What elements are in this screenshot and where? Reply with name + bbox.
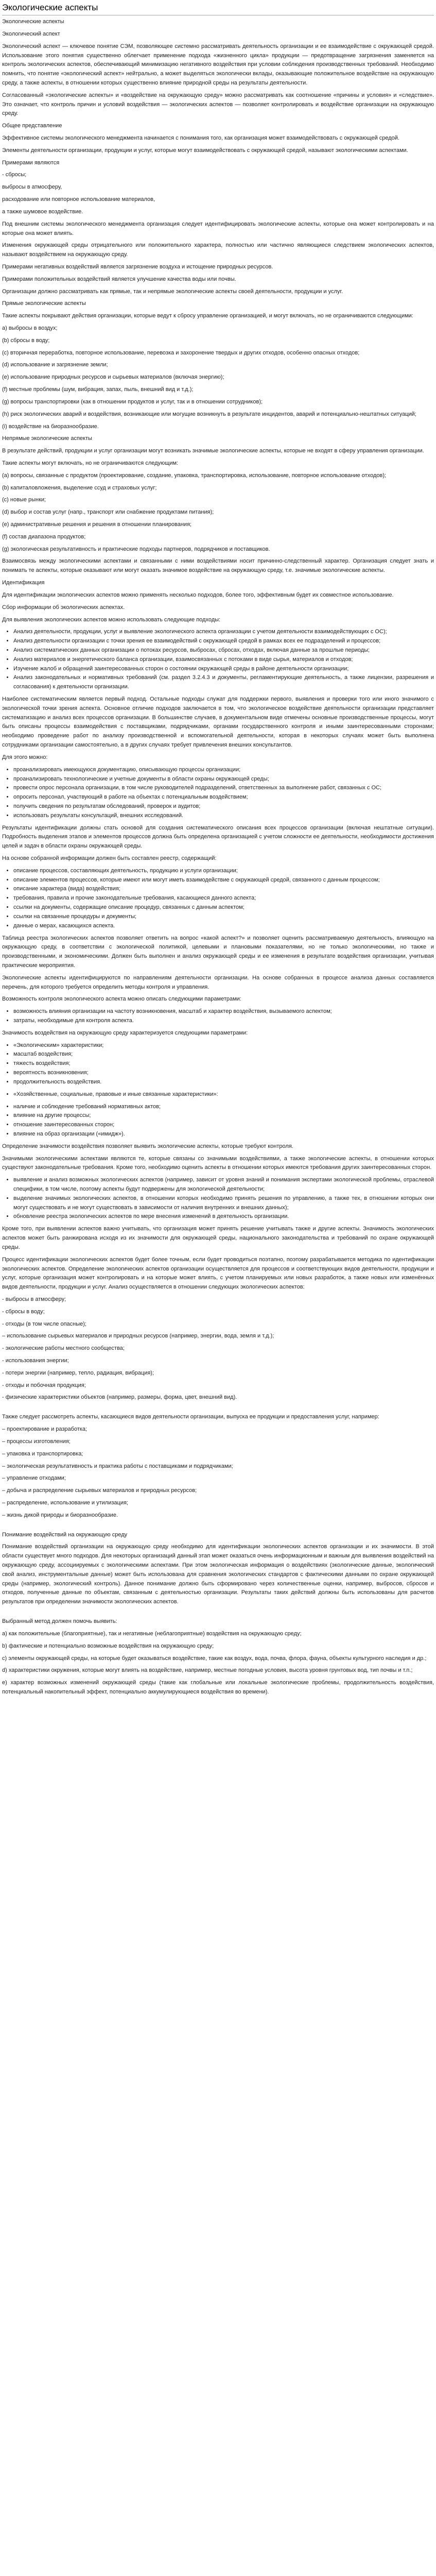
list-item: • отношение заинтересованных сторон; (13, 1121, 434, 1130)
paragraph: Процесс идентификации экологических аспектов будет более точным, если будет проводиться поэтапно, поэтому разрабатывается методика по идентификации экологических аспектов. Определение экологических аспектов организации осуществляется для процессов и соответствующих видов деятельности, продукции и услуг, которые организация может контролировать и на которые может влиять, с учетом планируемых или новых разработок, а также новых или изменённых видов деятельности, продукции и услуг. Анализ осуществляется в отношении следующих экологических аспектов: (2, 1256, 434, 1291)
paragraph: Общее представление (2, 123, 62, 129)
paragraph: Сбор информации об экологических аспектах. (2, 604, 125, 611)
paragraph: Определение значимости воздействия позволяет выявить экологические аспекты, которые требуют контроля. (2, 1143, 293, 1149)
paragraph: В результате действий, продукции и услуг организации могут возникать значимые экологические аспекты, которые не входят в сферу управления организации. (2, 448, 424, 454)
list-item: • Анализ систематических данных организации о потоках ресурсов, выбросах, сбросах, отходах, включая данные за прошлые периоды; (13, 646, 434, 655)
paragraph: - отходы и побочная продукция; (2, 1382, 86, 1388)
paragraph: - выбросы в атмосферу; (2, 1296, 66, 1302)
paragraph: – добыча и распределение сырьевых материалов и природных ресурсов; (2, 1487, 197, 1494)
list-item: • требования, правила и прочие законодательные требования, касающиеся данного аспекта; (13, 894, 434, 903)
document-body (2, 18, 434, 1697)
paragraph: Для идентификации экологических аспектов можно применять несколько подходов, более того, эффективным будет их совместное использование. (2, 591, 394, 598)
paragraph: Такие аспекты покрывают действия организации, которые ведут к сбросу управление организацией, и могут включать, но не ограничиваются следующими: (2, 313, 413, 319)
paragraph: (b) сбросы в воду; (2, 337, 50, 344)
paragraph: Понимание воздействий организации на окружающую среду необходимо для идентификации экологических аспектов организации и их значимости. В этой области существует много подходов. Для некоторых организаций данный этап может оказаться очень информационным и важным для выявления воздействий на окружающую среду, ассоциируемых с экологическими аспектами. При этом экологическая информация о воздействиях (экологические данные, экологический свой анализ, инструментальные данные) может быть использована для сравнения экологических стандартов с фактическими данными по охране окружающей среды (например, экологический контроль). Данное понимание должно быть сформировано через количественные оценки, например, выбросов, сбросов и отходов, полученные данные по объектам, связанным с деятельностью организации. Результаты таких действий должны быть использованы для расчетов результатов при определении значимости экологических аспектов. (2, 1544, 434, 1605)
paragraph: - потери энергии (например, тепло, радиация, вибрация); (2, 1369, 154, 1376)
list-item: • обновление реестра экологических аспектов по мере внесения изменений в деятельность организации. (13, 1212, 434, 1222)
list-item: • описание характера (вида) воздействия; (13, 885, 434, 894)
paragraph: Прямые экологические аспекты (2, 300, 86, 307)
paragraph: – упаковка и транспортировка; (2, 1450, 83, 1457)
bullet-list (2, 1007, 434, 1026)
paragraph: (f) состав диапазона продуктов; (2, 533, 86, 540)
list-item: • Анализ материалов и энергетического баланса организации, взаимосвязанных с потоками в виде сырья, материалов и отходов; (13, 655, 434, 665)
bullet-list (2, 628, 434, 692)
paragraph: – использование сырьевых материалов и природных ресурсов (например, энергии, вода, земля и т.д.); (2, 1333, 274, 1340)
spacer (2, 1405, 434, 1413)
list-item: • проанализировать имеющуюся документацию, описывающую процессы организации; (13, 766, 434, 775)
paragraph: e) характер возможных изменений окружающей среды (такие как глобальные или локальные экологические проблемы, продолжительность воздействия, потенциальный накопительный эффект, потенциально аккумулирующиеся воздействия во времени). (2, 1680, 434, 1695)
list-item: • влияние на образ организации («имидж»). (13, 1130, 434, 1139)
paragraph: Примерами негативных воздействий является загрязнение воздуха и истощение природных ресурсов. (2, 263, 273, 270)
list-item: • вероятность возникновения; (13, 1069, 434, 1078)
page-title: Экологические аспекты (2, 2, 434, 15)
list-item: • наличие и соблюдение требований нормативных актов; (13, 1103, 434, 1112)
paragraph: Выбранный метод должен помочь выявить: (2, 1618, 117, 1625)
paragraph: Понимание воздействий на окружающую среду (2, 1531, 128, 1538)
paragraph: (h) риск экологических аварий и воздействия, возникающие или могущие возникнуть в результате инцидентов, аварий и потенциально-нештатных ситуаций; (2, 411, 416, 417)
paragraph: Экологический аспект — ключевое понятие СЭМ, позволяющее системно рассматривать деятельность организации и ее взаимодействие с окружающей средой. Использование этого понятия существенно облегчает применение подхода «жизненного цикла» продукции — предотвращение загрязнения заменяется на контроль экологических аспектов, обеспечивающий минимизацию негативного воздействия при условии соблюдения производственных требований. Необходимо помнить, что понятие «экологический аспект» нейтрально, а может выделяться экологически вклады, оказывающие положительное воздействие на окружающую среду, а также аспекты, в отношении которых существенно влияние природной среды на результаты деятельности. (2, 43, 434, 86)
paragraph: (f) местные проблемы (шум, вибрация, запах, пыль, внешний вид и т.д.); (2, 386, 194, 393)
paragraph: На основе собранной информации должен быть составлен реестр, содержащий: (2, 855, 217, 862)
list-item: • опросить персонал, участвующий в работе на объектах с потенциальным воздействием; (13, 793, 434, 802)
paragraph: расходование или повторное использование материалов, (2, 196, 155, 203)
paragraph: Также следует рассмотреть аспекты, касающиеся видов деятельности организации, выпуска ее продукции и предоставления услуг, например: (2, 1414, 379, 1420)
paragraph: (e) административные решения и решения в отношении планирования; (2, 521, 192, 528)
paragraph: (e) использование природных ресурсов и сырьевых материалов (включая энергию); (2, 374, 224, 381)
paragraph: Примерами являются (2, 159, 60, 166)
list-item: • получить сведения по результатам обследований, проверок и аудитов; (13, 802, 434, 811)
paragraph: Организации должно рассматривать как прямые, так и непрямые экологические аспекты своей деятельности, продукции и услуг. (2, 288, 343, 295)
paragraph: Экологические аспекты идентифицируются по направлениям деятельности организации. На основе собранных в процессе анализа данных составляется перечень, для которого требуется определить методы контроля и управления. (2, 974, 434, 990)
list-item: • проанализировать технологические и учетные документы в области охраны окружающей среды; (13, 775, 434, 784)
paragraph: – распределение, использование и утилизация; (2, 1499, 128, 1506)
list-item: • выделение значимых экологических аспектов, в отношении которых необходимо принять решения по управлению, а также тех, в отношении которых они могут существовать и не могут существовать в зависимости от наличия внутренних и внешних данных); (13, 1194, 434, 1213)
paragraph: (i) воздействие на биоразнообразие. (2, 423, 99, 430)
list-item: • продолжительность воздействия. (13, 1078, 434, 1087)
list-item: • масштаб воздействия; (13, 1050, 434, 1059)
paragraph: а) выбросы в воздух; (2, 325, 58, 332)
list-item: • «Экологическим» характеристики; (13, 1041, 434, 1050)
paragraph: Значимыми экологическими аспектами являются те, которые связаны со значимыми воздействиями, а также экологические аспекты, в отношении которых существуют законодательные требования. Кроме того, необходимо оценить аспекты в отношении которых имеются требования других заинтересованных сторон. (2, 1155, 434, 1171)
paragraph: Для этого можно: (2, 754, 48, 760)
paragraph: - сбросы; (2, 172, 27, 178)
list-item: • затраты, необходимые для контроля аспекта. (13, 1016, 434, 1026)
paragraph: Для выявления экологических аспектов можно использовать следующие подходы: (2, 616, 221, 623)
paragraph: (c) вторичная переработка, повторное использование, перевозка и захоронение твердых и других отходов, особенно опасных отходов; (2, 349, 360, 356)
paragraph: Экологический аспект (2, 30, 60, 37)
paragraph: - сбросы в воду; (2, 1308, 45, 1315)
paragraph: d) характеристики окружения, которые могут влиять на воздействие, например, местные погодные условия, высота уровня грунтовых вод, тип почвы и т.п.; (2, 1667, 413, 1674)
paragraph: – жизнь дикой природы и биоразнообразие. (2, 1512, 118, 1518)
bullet-list (2, 1176, 434, 1222)
paragraph: Значимость воздействия на окружающую среду характеризуется следующими параметрами: (2, 1029, 248, 1036)
paragraph: Элементы деятельности организации, продукции и услуг, которые могут взаимодействовать с окружающей средой, называют экологическими аспектами. (2, 147, 408, 154)
list-item: • тяжесть воздействия; (13, 1059, 434, 1069)
bullet-list (2, 1103, 434, 1139)
list-item: • провести опрос персонала организации, в том числе руководителей подразделений, ответственных за выполнение работ, связанных с ОС; (13, 784, 434, 793)
paragraph: – управление отходами; (2, 1475, 66, 1482)
paragraph: Идентификация (2, 580, 45, 586)
paragraph: Под внешним системы экологического менеджмента организация следует идентифицировать экологические аспекты, которые она может контролировать и на которые она может влиять. (2, 221, 434, 236)
paragraph: а также шумовое воздействие. (2, 208, 83, 215)
paragraph: Изменения окружающей среды отрицательного или положительного характера, полностью или частично являющиеся следствием экологических аспектов, называют воздействием на окружающую среду. (2, 242, 434, 258)
list-item: • Анализ деятельности организации с точки зрения ее взаимодействий с окружающей средой в рамках всех ее подразделений и процессов; (13, 637, 434, 646)
bullet-list (2, 766, 434, 821)
list-item: • выявление и анализ возможных экологических аспектов (например, зависит от уровня знаний и понимания экспертами экологической проблемы, отраслевой специфики, в том числе, поэтому аспекты будут подвержены для экологической деятельности; (13, 1176, 434, 1194)
paragraph: b) фактические и потенциально возможные воздействия на окружающую среду; (2, 1642, 214, 1649)
paragraph: Примерами положительных воздействий является улучшение качества воды или почвы. (2, 276, 236, 282)
paragraph: Экологические аспекты (2, 19, 64, 25)
paragraph: (c) новые рынки; (2, 497, 46, 503)
list-item: • Изучение жалоб и обращений заинтересованных сторон о состоянии окружающей среды в районе деятельности организации; (13, 665, 434, 674)
paragraph: Такие аспекты могут включать, но не ограничиваются следующим: (2, 460, 179, 466)
paragraph: (d) выбор и состав услуг (напр., транспорт или снабжение продуктами питания); (2, 509, 214, 516)
list-item: • ссылки на связанные процедуры и документы; (13, 912, 434, 922)
paragraph: (g) вопросы транспортировки (как в отношении продуктов и услуг, так и в отношении сотрудников); (2, 398, 263, 405)
paragraph: - отходы (в том числе опасные); (2, 1320, 86, 1327)
paragraph: – процессы изготовления; (2, 1438, 71, 1445)
list-item: • использовать результаты консультаций, внешних исследований. (13, 811, 434, 821)
paragraph: Наиболее систематическим является первый подход. Остальные подходы служат для поддержки первого, выявления и проверки того или иного значимого с экологической точки зрения аспекта. Основное отличие подходов заключается в том, что экологическое воздействие деятельности организации представляет систематизацию и анализ всех процессов организации. В большинстве случаев, в документальном виде отмечены основные производственные процессы, могут быть описаны процессы взаимодействия с поставщиками, подрядчиками, органами государственного контроля и иными заинтересованными сторонами; необходимо проведение работ по анализу производственной и вспомогательной деятельности, которая в некоторых случаях может быть выполнена сотрудниками организации самостоятельно, а в других случаях требует привлечения внешних консультантов. (2, 696, 434, 749)
bullet-list (2, 1090, 434, 1099)
paragraph: Результаты идентификации должны стать основой для создания систематического описания всех процессов организации (включая нештатные ситуации). Подробность выделения этапов и элементов процессов должна быть определена организацией с учетом сложности ее деятельности, необходимости достижения целей и задач в области охраны окружающей среды. (2, 824, 434, 850)
paragraph: (a) вопросы, связанные с продуктом (проектирование, создание, упаковка, транспортировка, использование, повторное использование отходов); (2, 472, 387, 479)
spacer (2, 1610, 434, 1617)
paragraph: Возможность контроля экологического аспекта можно описать следующими параметрами: (2, 996, 241, 1003)
paragraph: – экологическая результативность и практика работы с поставщиками и подрядчиками; (2, 1463, 233, 1469)
bullet-list (2, 1041, 434, 1087)
list-item: • описание элементов процессов, которые имеют или могут иметь взаимодействие с окружающей средой, связанного с данным процессом; (13, 876, 434, 885)
paragraph: - физические характеристики объектов (например, размеры, форма, цвет, внешний вид). (2, 1394, 237, 1401)
bullet-list (2, 867, 434, 931)
list-item: • описание процессов, составляющих деятельность, продукцию и услуги организации; (13, 867, 434, 876)
paragraph: (d) использование и загрязнение земли; (2, 362, 108, 368)
paragraph: c) элементы окружающей среды, на которые будет оказываться воздействие, такие как воздух, вода, почва, флора, фауна, объекты культурного наследия и др.; (2, 1655, 427, 1662)
list-item: • Анализ деятельности, продукции, услуг и выявление экологического аспекта организации с учетом деятельности взаимодействующих с ОС); (13, 628, 434, 637)
list-item: • Анализ законодательных и нормативных требований (см. раздел 3.2.4.3 и документы, регламентирующие деятельность, а также лицензии, разрешения и согласования) к деятельности организации. (13, 673, 434, 692)
list-item: • «Хозяйственные, социальные, правовые и иные связанные характеристики»: (13, 1090, 434, 1099)
list-item: • ссылки на документы, содержащие описание процедур, связанных с данным аспектом; (13, 903, 434, 912)
paragraph: (g) экологическая результативность и практические подходы партнеров, подрядчиков и поставщиков. (2, 546, 270, 552)
paragraph: Согласованный «экологические аспекты» и «воздействие на окружающую среду» можно рассматривать как соотношение «причины и условия» и «следствие». Это означает, что контроль причин и условий воздействия — экологических аспектов — позволяет контролировать и воздействие организации на окружающую среду. (2, 92, 434, 117)
paragraph: Таблица реестра экологических аспектов позволяет ответить на вопрос «какой аспект?» и позволяет оценить рассматриваемую деятельность, влияющую на окружающую среду, в соответствии с экологической политикой, целевыми и плановыми показателями, но не только экологическими, но также и производственными, и экономическими. Должен быть выполнен и анализ окружающей среды и ее изменения в результате воздействия организации, учитывая практические мероприятия. (2, 935, 434, 969)
paragraph: Непрямые экологические аспекты (2, 435, 92, 442)
paragraph: – проектирование и разработка; (2, 1426, 88, 1433)
list-item: • возможность влияния организации на частоту возникновения, масштаб и характер воздействия, вызываемого аспектом; (13, 1007, 434, 1016)
paragraph: выбросы в атмосферу, (2, 184, 62, 191)
paragraph: (b) капиталовложения, выделение ссуд и страховых услуг; (2, 484, 157, 491)
paragraph: Кроме того, при выявлении аспектов важно учитывать, что организация может принять решение учитывать также и другие аспекты. Значимость экологических аспектов может быть ранжирована исходя из их значимости для окружающей среды, национального законодательства и требований по охране окружающей среды. (2, 1226, 434, 1250)
list-item: • данные о мерах, касающихся аспекта. (13, 922, 434, 931)
paragraph: a) как положительные (благоприятные), так и негативные (неблагоприятные) воздействия на окружающую среду; (2, 1630, 302, 1637)
paragraph: - экологические работы местного сообщества; (2, 1345, 125, 1352)
paragraph: Эффективное системы экологического менеджмента начинается с понимания того, как организация может взаимодействовать с окружающей средой. (2, 135, 399, 142)
paragraph: Взаимосвязь между экологическими аспектами и связанными с ними воздействиями носит причинно-следственный характер. Организация следует знать и понимать те аспекты, которые оказывают или могут оказать значимое воздействие на окружающую среду, т.е. значимые экологические аспекты. (2, 558, 434, 574)
list-item: • влияние на другие процессы; (13, 1111, 434, 1121)
spacer (2, 1523, 434, 1531)
paragraph: - использования энергии; (2, 1358, 69, 1364)
